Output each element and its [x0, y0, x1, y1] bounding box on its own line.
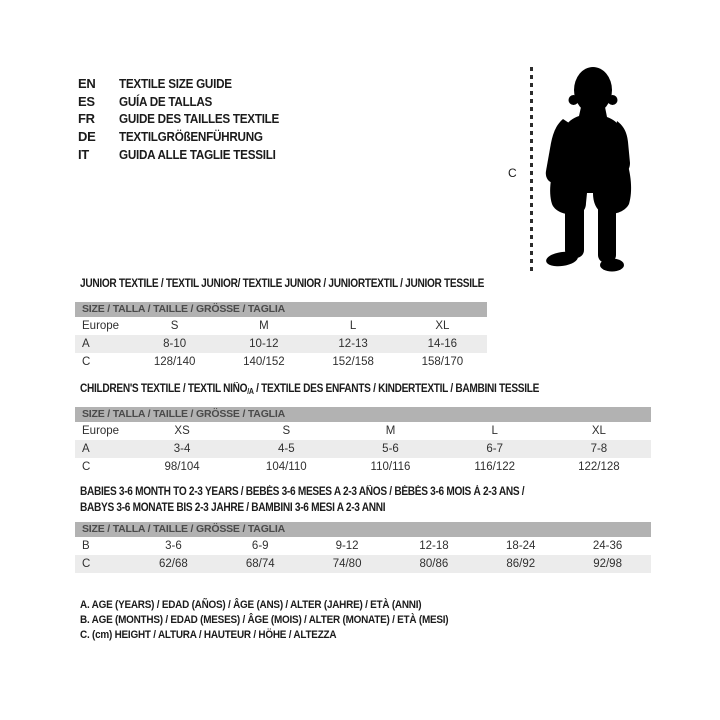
- table-cell: 98/104: [164, 461, 200, 473]
- table-cell: 110/116: [370, 461, 411, 473]
- table-cell: 92/98: [593, 558, 622, 570]
- row-label: C: [82, 356, 91, 368]
- table-cell: 9-12: [335, 540, 359, 552]
- children-size-table: [75, 407, 651, 476]
- table-row: [75, 335, 487, 353]
- language-row: [78, 93, 297, 111]
- table-cell: S: [282, 425, 291, 437]
- table-row: [75, 458, 651, 476]
- footnote-line-a: A. AGE (YEARS) / EDAD (AÑOS) / ÂGE (ANS) / ALTER (JAHRE) / ETÀ (ANNI): [80, 599, 422, 611]
- table-cell: 12-13: [338, 338, 368, 350]
- table-cell: 86/92: [506, 558, 536, 570]
- language-row: [78, 128, 297, 146]
- row-label: Europe: [82, 320, 120, 332]
- table-cell: 7-8: [590, 443, 608, 455]
- language-code: EN: [78, 76, 96, 92]
- babies-size-table: [75, 522, 651, 573]
- language-code: ES: [78, 93, 95, 109]
- footnotes: [80, 598, 480, 643]
- table-row: [75, 353, 487, 371]
- table-cell: 6-9: [251, 540, 269, 552]
- height-measure-dashed-line: [530, 67, 533, 273]
- row-label: C: [82, 461, 91, 473]
- row-label: C: [82, 558, 91, 570]
- table-cell: L: [491, 425, 498, 437]
- table-cell: 5-6: [382, 443, 399, 455]
- table-cell: 152/158: [332, 356, 374, 368]
- row-label: A: [82, 443, 90, 455]
- table-cell: 104/110: [265, 461, 307, 473]
- row-label: Europe: [82, 425, 120, 437]
- table-cell: 6-7: [486, 443, 503, 455]
- table-cell: XL: [591, 425, 606, 437]
- section-title-line: CHILDREN'S TEXTILE / TEXTIL $NIÑO_{/A}$ / TEXTILE DES ENFANTS / KINDERTEXTIL / BAMBINI TESSILE: [80, 383, 540, 396]
- table-cell: 24-36: [592, 540, 623, 552]
- table-cell: 4-5: [277, 443, 295, 455]
- table-row: [75, 555, 651, 573]
- language-row: [78, 110, 297, 128]
- table-cell: L: [349, 320, 357, 332]
- table-rows: [75, 317, 487, 371]
- table-cell: 62/68: [159, 558, 188, 570]
- table-row: [75, 317, 487, 335]
- language-title: GUIDA ALLE TAGLIE TESSILI: [119, 146, 276, 162]
- table-cell: 128/140: [153, 356, 196, 368]
- table-cell: M: [259, 320, 269, 332]
- table-cell: 140/152: [243, 356, 285, 368]
- language-row: [78, 145, 297, 163]
- table-cell: XS: [174, 425, 190, 437]
- section-title-children: [80, 381, 602, 400]
- language-code: IT: [78, 146, 89, 162]
- table-row: [75, 422, 651, 440]
- language-title: TEXTILGRÖßENFÜHRUNG: [119, 129, 263, 145]
- table-cell: 74/80: [332, 558, 362, 570]
- language-code: FR: [78, 111, 95, 127]
- table-cell: 158/170: [421, 356, 464, 368]
- language-title: TEXTILE SIZE GUIDE: [119, 76, 232, 92]
- table-cell: 10-12: [249, 338, 279, 350]
- footnote-line-c: C. (cm) HEIGHT / ALTURA / HAUTEUR / HÖHE / ALTEZZA: [80, 629, 337, 641]
- height-measure-label: C: [508, 166, 517, 180]
- table-cell: 3-6: [165, 540, 182, 552]
- table-rows: [75, 422, 651, 476]
- table-cell: 122/128: [578, 461, 620, 473]
- table-cell: 80/86: [419, 558, 449, 570]
- table-cell: 14-16: [427, 338, 458, 350]
- language-title: GUIDE DES TAILLES TEXTILE: [119, 111, 280, 127]
- footnote-line-b: B. AGE (MONTHS) / EDAD (MESES) / ÂGE (MOIS) / ALTER (MONATE) / ETÀ (MESI): [80, 614, 449, 626]
- junior-size-table: [75, 302, 487, 371]
- table-rows: [75, 537, 651, 573]
- table-cell: 12-18: [419, 540, 449, 552]
- table-cell: XL: [435, 320, 450, 332]
- table-cell: 8-10: [163, 338, 187, 350]
- language-row: [78, 75, 297, 93]
- table-row: [75, 537, 651, 555]
- table-cell: 18-24: [506, 540, 536, 552]
- size-header-bar: SIZE / TALLA / TAILLE / GRÖSSE / TAGLIA: [75, 407, 651, 422]
- section-title-junior: [80, 276, 539, 292]
- row-label: B: [82, 540, 90, 552]
- table-row: [75, 440, 651, 458]
- section-title-babies: [80, 484, 585, 516]
- language-list: [78, 75, 297, 163]
- table-cell: 68/74: [245, 558, 275, 570]
- table-cell: S: [170, 320, 179, 332]
- language-code: DE: [78, 129, 96, 145]
- language-title: GUÍA DE TALLAS: [119, 93, 213, 109]
- table-cell: M: [385, 425, 396, 437]
- row-label: A: [82, 338, 90, 350]
- toddler-silhouette-icon: [537, 63, 647, 275]
- size-header-bar: SIZE / TALLA / TAILLE / GRÖSSE / TAGLIA: [75, 522, 651, 537]
- table-cell: 116/122: [474, 461, 516, 473]
- section-title-line: BABIES 3-6 MONTH TO 2-3 YEARS / BEBÉS 3-6 MESES A 2-3 AÑOS / BÉBÉS 3-6 MOIS À 2-3 ANS /: [80, 486, 525, 498]
- table-cell: 3-4: [173, 443, 191, 455]
- size-header-bar: SIZE / TALLA / TAILLE / GRÖSSE / TAGLIA: [75, 302, 487, 317]
- section-title-line: BABYS 3-6 MONATE BIS 2-3 JAHRE / BAMBINI 3-6 MESI A 2-3 ANNI: [80, 502, 386, 514]
- section-title-line: JUNIOR TEXTILE / TEXTIL JUNIOR/ TEXTILE JUNIOR / JUNIORTEXTIL / JUNIOR TESSILE: [80, 278, 485, 290]
